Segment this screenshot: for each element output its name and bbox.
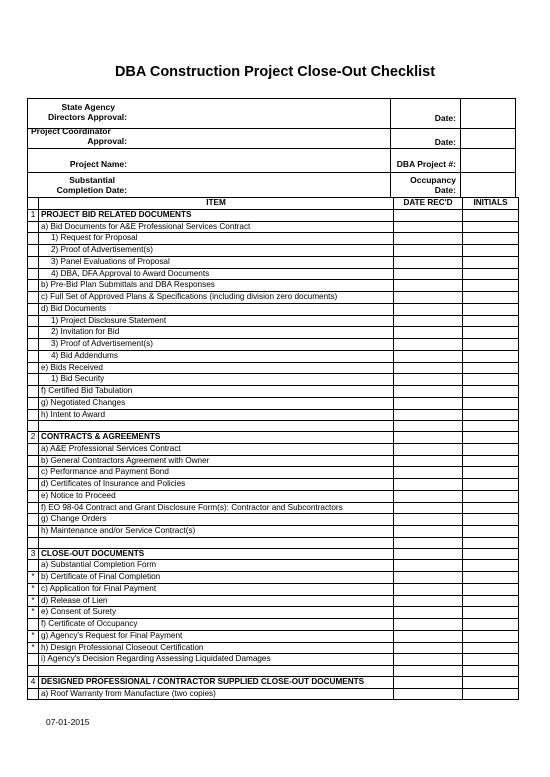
initials-cell[interactable] [463,630,519,642]
dba-project-number-label: DBA Project #: [396,159,456,169]
row-marker [28,502,39,514]
initials-cell[interactable] [463,688,519,700]
date-received-cell[interactable] [394,409,463,421]
item-text: 3) Proof of Advertisement(s) [39,339,394,351]
date-received-cell[interactable] [394,292,463,304]
checklist-row [28,303,519,315]
directors-approval-label: Directors Approval: [47,112,127,122]
date-received-cell[interactable] [394,490,463,502]
item-text: d) Certificates of Insurance and Policies [39,479,394,491]
section-row [28,432,519,444]
date-received-cell[interactable] [394,607,463,619]
date-received-cell[interactable] [394,397,463,409]
section-row [28,209,519,221]
row-marker: 3 [28,548,39,560]
item-text: f) Certified Bid Tabulation [39,386,394,398]
section-row [28,676,519,688]
date-received-cell[interactable] [394,642,463,654]
directors-approval-date-label: Date: [434,113,456,123]
row-marker [28,233,39,245]
item-text [39,537,394,548]
project-coordinator-label: Project Coordinator [31,126,111,136]
checklist-row [28,350,519,362]
date-received-cell[interactable] [394,595,463,607]
row-marker [28,339,39,351]
row-marker [28,654,39,666]
date-received-cell[interactable] [394,514,463,526]
row-marker [28,221,39,233]
initials-cell[interactable] [463,537,519,548]
checklist-row [28,397,519,409]
row-marker: 1 [28,209,39,221]
date-received-cell[interactable] [394,666,463,677]
item-text: a) Bid Documents for A&E Professional Services Contract [39,221,394,233]
date-received-cell[interactable] [394,455,463,467]
date-received-cell[interactable] [394,280,463,292]
section-title: PROJECT BID RELATED DOCUMENTS [39,209,394,221]
row-marker [28,514,39,526]
initials-cell[interactable] [463,560,519,572]
checklist-row [28,642,519,654]
date-received-cell[interactable] [394,467,463,479]
initials-cell[interactable] [463,421,519,432]
initials-cell[interactable] [463,233,519,245]
item-text: c) Performance and Payment Bond [39,467,394,479]
date-received-cell[interactable] [394,339,463,351]
initials-cell[interactable] [463,256,519,268]
date-received-cell[interactable] [394,256,463,268]
row-marker [28,537,39,548]
row-marker: 2 [28,432,39,444]
date-received-cell[interactable] [394,548,463,560]
item-text [39,421,394,432]
section-row [28,548,519,560]
section-title: DESIGNED PROFESSIONAL / CONTRACTOR SUPPLIED CLOSE-OUT DOCUMENTS [39,676,394,688]
initials-cell[interactable] [463,548,519,560]
date-received-cell[interactable] [394,327,463,339]
row-marker [28,374,39,386]
item-text: c) Full Set of Approved Plans & Specifications (including division zero documents) [39,292,394,304]
date-received-cell[interactable] [394,268,463,280]
initials-cell[interactable] [463,245,519,257]
initials-cell[interactable] [463,502,519,514]
approval-header-block [27,98,516,198]
row-marker [28,350,39,362]
item-text: 1) Request for Proposal [39,233,394,245]
initials-cell[interactable] [463,386,519,398]
column-header-row [28,198,519,210]
checklist-table [27,197,519,700]
checklist-row [28,409,519,421]
date-received-cell[interactable] [394,421,463,432]
date-received-cell[interactable] [394,560,463,572]
date-received-cell[interactable] [394,619,463,631]
coordinator-approval-label: Approval: [87,136,127,146]
initials-cell[interactable] [463,676,519,688]
date-received-cell[interactable] [394,221,463,233]
item-text: a) Roof Warranty from Manufacture (two copies) [39,688,394,700]
date-received-cell[interactable] [394,245,463,257]
checklist-row [28,233,519,245]
initials-cell[interactable] [463,397,519,409]
initials-cell[interactable] [463,339,519,351]
checklist-row [28,619,519,631]
item-text: h) Maintenance and/or Service Contract(s) [39,526,394,538]
date-received-cell[interactable] [394,443,463,455]
state-agency-label: State Agency [61,102,115,112]
checklist-row [28,583,519,595]
row-marker [28,619,39,631]
item-text: h) Intent to Award [39,409,394,421]
date-received-cell[interactable] [394,303,463,315]
item-text: b) Pre-Bid Plan Submittals and DBA Responses [39,280,394,292]
checklist-row [28,386,519,398]
initials-cell[interactable] [463,432,519,444]
initials-column-header: INITIALS [463,198,519,210]
section-title: CONTRACTS & AGREEMENTS [39,432,394,444]
date-received-cell[interactable] [394,676,463,688]
date-received-column-header: DATE REC'D [394,198,463,210]
initials-cell[interactable] [463,595,519,607]
date-received-cell[interactable] [394,432,463,444]
coordinator-approval-date-label: Date: [434,137,456,147]
item-text: e) Notice to Proceed [39,490,394,502]
item-text: g) Change Orders [39,514,394,526]
row-marker [28,467,39,479]
item-text: g) Agency's Request for Final Payment [39,630,394,642]
item-text: 1) Bid Security [39,374,394,386]
checklist-row [28,630,519,642]
date-received-cell[interactable] [394,386,463,398]
checklist-row [28,455,519,467]
row-marker [28,303,39,315]
row-marker [28,292,39,304]
initials-cell[interactable] [463,280,519,292]
date-received-cell[interactable] [394,654,463,666]
date-received-cell[interactable] [394,537,463,548]
checklist-row [28,443,519,455]
occupancy-label: Occupancy [410,175,456,185]
checklist-row [28,467,519,479]
initials-cell[interactable] [463,350,519,362]
checklist-row [28,607,519,619]
initials-cell[interactable] [463,607,519,619]
initials-cell[interactable] [463,221,519,233]
item-text [39,666,394,677]
row-marker [28,409,39,421]
checklist-row [28,654,519,666]
row-marker [28,666,39,677]
checklist-row [28,490,519,502]
checklist-row [28,572,519,584]
initials-cell[interactable] [463,572,519,584]
initials-cell[interactable] [463,479,519,491]
substantial-completion-date-label: Completion Date: [56,185,127,195]
date-received-cell[interactable] [394,502,463,514]
item-text: f) Certificate of Occupancy [39,619,394,631]
checklist-row [28,327,519,339]
initials-cell[interactable] [463,374,519,386]
row-marker [28,327,39,339]
row-marker [28,245,39,257]
initials-cell[interactable] [463,362,519,374]
row-marker [28,315,39,327]
checklist-row [28,514,519,526]
checklist-row [28,502,519,514]
number-column-header [28,198,39,210]
row-marker [28,526,39,538]
item-text: e) Bids Received [39,362,394,374]
initials-cell[interactable] [463,654,519,666]
date-received-cell[interactable] [394,209,463,221]
initials-cell[interactable] [463,666,519,677]
initials-cell[interactable] [463,268,519,280]
checklist-row [28,595,519,607]
item-text: a) Substantial Completion Form [39,560,394,572]
item-text: h) Design Professional Closeout Certification [39,642,394,654]
date-received-cell[interactable] [394,583,463,595]
row-marker: * [28,630,39,642]
initials-cell[interactable] [463,315,519,327]
row-marker [28,421,39,432]
row-marker [28,397,39,409]
date-received-cell[interactable] [394,374,463,386]
substantial-label: Substantial [69,175,115,185]
initials-cell[interactable] [463,514,519,526]
item-text: 2) Proof of Advertisement(s) [39,245,394,257]
row-marker [28,362,39,374]
date-received-cell[interactable] [394,630,463,642]
date-received-cell[interactable] [394,572,463,584]
item-text: a) A&E Professional Services Contract [39,443,394,455]
checklist-row [28,362,519,374]
date-received-cell[interactable] [394,688,463,700]
checklist-row [28,560,519,572]
row-marker [28,455,39,467]
item-text: d) Bid Documents [39,303,394,315]
blank-row [28,537,519,548]
row-marker: * [28,572,39,584]
item-text: 1) Project Disclosure Statement [39,315,394,327]
row-marker [28,256,39,268]
checklist-row [28,479,519,491]
initials-cell[interactable] [463,526,519,538]
initials-cell[interactable] [463,619,519,631]
item-column-header: ITEM [39,198,394,210]
row-marker [28,443,39,455]
row-marker [28,479,39,491]
checklist-row [28,280,519,292]
row-marker [28,268,39,280]
checklist-row [28,339,519,351]
row-marker: * [28,642,39,654]
initials-cell[interactable] [463,409,519,421]
initials-cell[interactable] [463,209,519,221]
date-received-cell[interactable] [394,315,463,327]
checklist-row [28,268,519,280]
initials-cell[interactable] [463,443,519,455]
blank-row [28,421,519,432]
footer-date: 07-01-2015 [46,717,90,727]
item-text: d) Release of Lien [39,595,394,607]
row-marker: * [28,607,39,619]
initials-cell[interactable] [463,327,519,339]
section-title: CLOSE-OUT DOCUMENTS [39,548,394,560]
checklist-row [28,245,519,257]
row-marker [28,490,39,502]
row-marker [28,688,39,700]
date-received-cell[interactable] [394,362,463,374]
row-marker: 4 [28,676,39,688]
item-text: i) Agency's Decision Regarding Assessing Liquidated Damages [39,654,394,666]
checklist-row [28,221,519,233]
row-marker: * [28,583,39,595]
row-marker [28,386,39,398]
checklist-row [28,256,519,268]
project-name-label: Project Name: [69,159,127,169]
page-title: DBA Construction Project Close-Out Checklist [114,64,436,80]
item-text: 2) Invitation for Bid [39,327,394,339]
initials-cell[interactable] [463,642,519,654]
initials-cell[interactable] [463,467,519,479]
initials-cell[interactable] [463,490,519,502]
date-received-cell[interactable] [394,233,463,245]
checklist-row [28,526,519,538]
checklist-row [28,292,519,304]
row-marker [28,280,39,292]
row-marker: * [28,595,39,607]
initials-cell[interactable] [463,583,519,595]
item-text: b) Certificate of Final Completion [39,572,394,584]
checklist-row [28,374,519,386]
date-received-cell[interactable] [394,479,463,491]
initials-cell[interactable] [463,455,519,467]
item-text: c) Application for Final Payment [39,583,394,595]
initials-cell[interactable] [463,303,519,315]
item-text: b) General Contractors Agreement with Owner [39,455,394,467]
date-received-cell[interactable] [394,350,463,362]
checklist-row [28,688,519,700]
occupancy-date-label: Date: [434,185,456,195]
item-text: f) EO 98-04 Contract and Grant Disclosure Form(s): Contractor and Subcontractors [39,502,394,514]
item-text: 3) Panel Evaluations of Proposal [39,256,394,268]
initials-cell[interactable] [463,292,519,304]
item-text: e) Consent of Surety [39,607,394,619]
item-text: 4) Bid Addendums [39,350,394,362]
checklist-row [28,315,519,327]
item-text: g) Negotiated Changes [39,397,394,409]
blank-row [28,666,519,677]
item-text: 4) DBA, DFA Approval to Award Documents [39,268,394,280]
row-marker [28,560,39,572]
date-received-cell[interactable] [394,526,463,538]
